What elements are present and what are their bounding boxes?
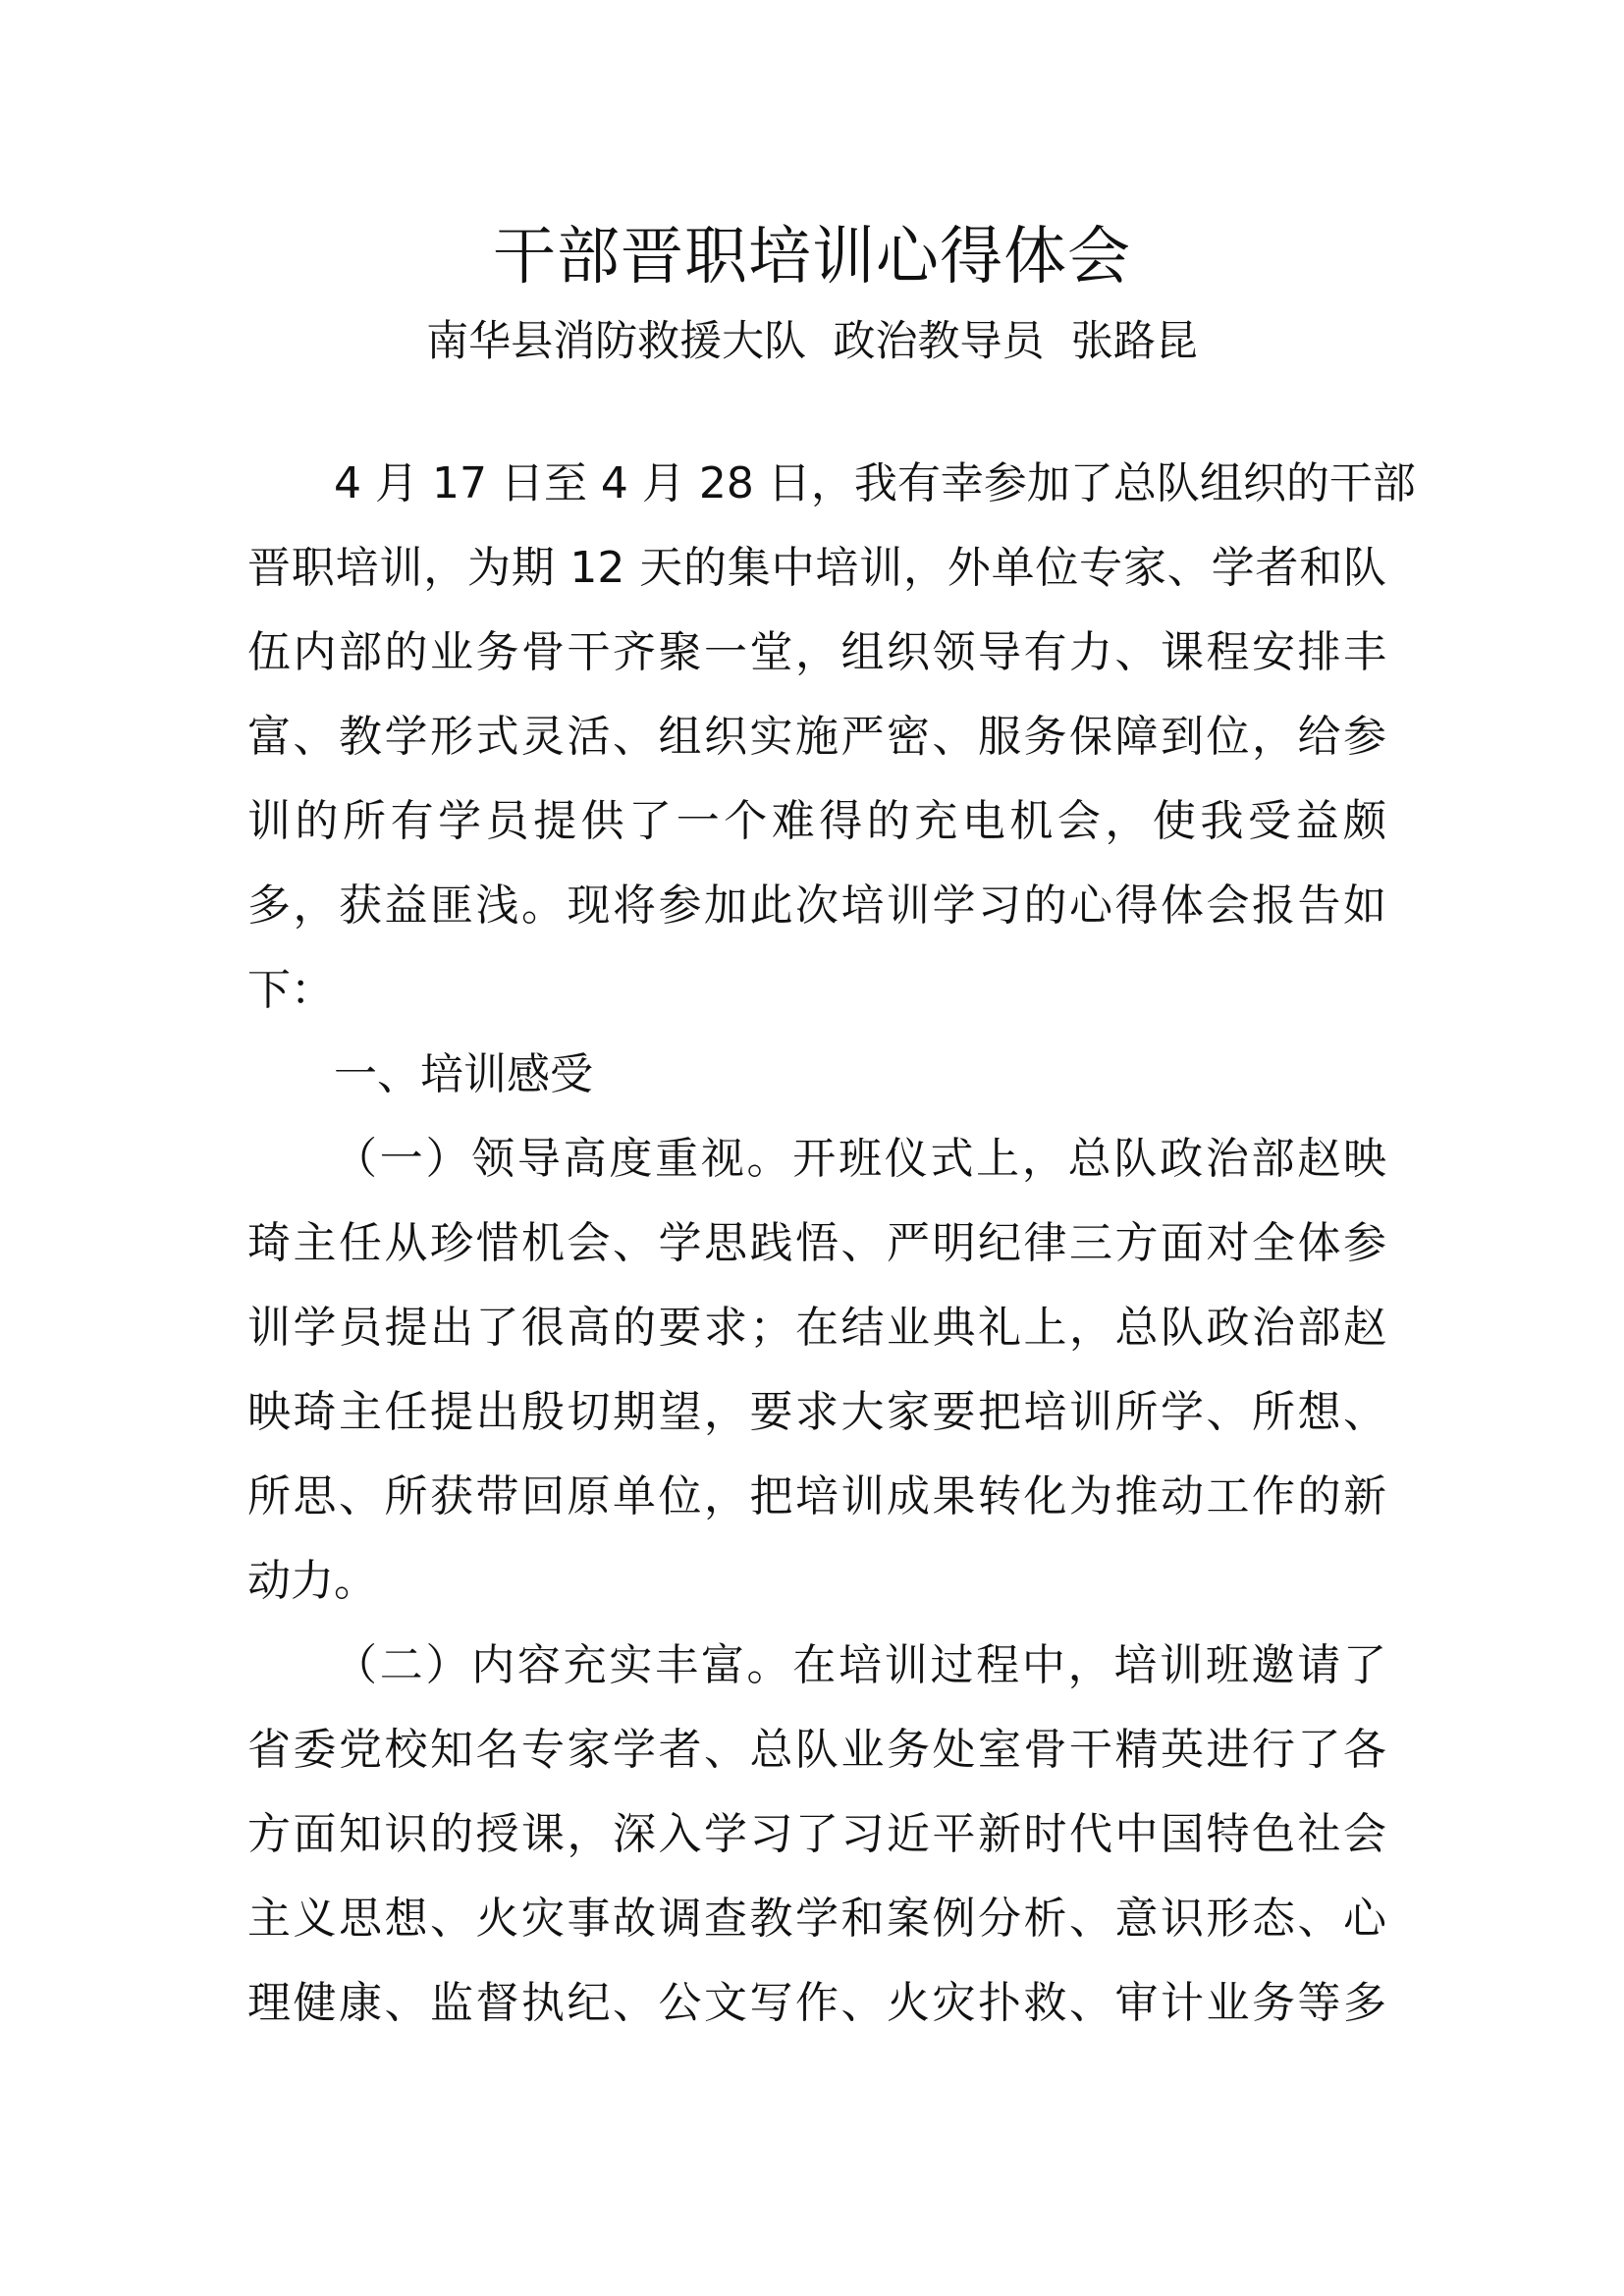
text-line: 省委党校知名专家学者、总队业务处室骨干精英进行了各 [247,1725,1386,1775]
paragraph-intro [247,442,1416,1033]
text-line: （一）领导高度重视。开班仪式上，总队政治部赵映 [334,1134,1386,1184]
text-line: 琦主任从珍惜机会、学思践悟、严明纪律三方面对全体参 [247,1218,1386,1268]
text-line: 主义思想、火灾事故调查教学和案例分析、意识形态、心 [247,1894,1386,1944]
text-line: 晋职培训，为期 12 天的集中培训，外单位专家、学者和队 [247,543,1386,593]
text-line: （二）内容充实丰富。在培训过程中，培训班邀请了 [334,1640,1386,1690]
text-line: 伍内部的业务骨干齐聚一堂，组织领导有力、课程安排丰 [247,627,1386,677]
text-line: 训学员提出了很高的要求；在结业典礼上，总队政治部赵 [247,1303,1386,1353]
text-line: 多，获益匪浅。现将参加此次培训学习的心得体会报告如 [247,881,1386,931]
text-line: 映琦主任提出殷切期望，要求大家要把培训所学、所想、 [247,1387,1386,1437]
text-line: 4 月 17 日至 4 月 28 日，我有幸参加了总队组织的干部 [334,458,1416,508]
text-line: 富、教学形式灵活、组织实施严密、服务保障到位，给参 [247,712,1386,762]
text-line: 方面知识的授课，深入学习了习近平新时代中国特色社会 [247,1809,1386,1859]
heading-line: 一、培训感受 [334,1049,593,1099]
text-line: 训的所有学员提供了一个难得的充电机会，使我受益颇 [247,796,1386,846]
author-line: 南华县消防救援大队 政治教导员 张路昆 [426,317,1198,366]
section-heading [247,1033,1386,1117]
text-line: 下： [247,965,334,1015]
text-line: 所思、所获带回原单位，把培训成果转化为推动工作的新 [247,1471,1386,1522]
paragraph-leadership [247,1117,1386,1624]
paragraph-content [247,1624,1386,2046]
document-body [247,442,1416,2046]
document-title: 干部晋职培训心得体会 [493,221,1131,294]
text-line: 理健康、监督执纪、公文写作、火灾扑救、审计业务等多 [247,1978,1386,2028]
text-line: 动力。 [247,1556,377,1606]
